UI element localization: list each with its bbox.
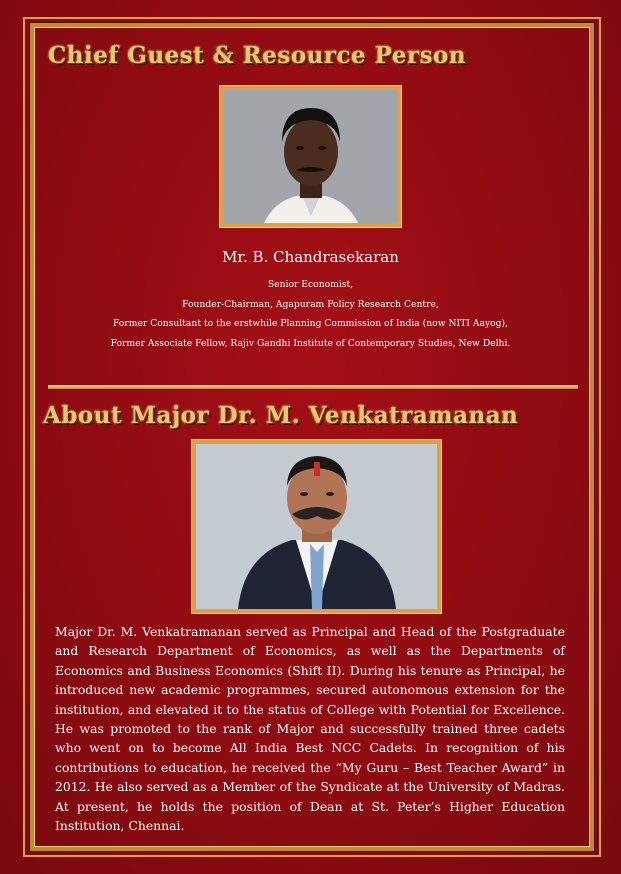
- chief-guest-photo: [220, 86, 401, 227]
- chief-guest-details: [0, 278, 621, 357]
- gold-divider: [48, 385, 578, 389]
- venkatramanan-photo: [192, 440, 441, 613]
- venkatramanan-bio: Major Dr. M. Venkatramanan served as Principal and Head of the Postgraduate and Research Department of Economics, as well as the Departments of Economics and Business Economics (Shift II). During his tenure as Principal, he introduced new academic programmes, secured autonomous extension for the institution, and elevated it to the status of College with Potential for Excellence. He was promoted to the rank of Major and successfully trained three cadets who went on to become All India Best NCC Cadets. In recognition of his contributions to education, he received the “My Guru – Best Teacher Award” in 2012. He also served as a Member of the Syndicate at the University of Madras. At present, he holds the position of Dean at St. Peter’s Higher Education Institution, Chennai.: [55, 624, 565, 834]
- chief-guest-detail-line: Former Associate Fellow, Rajiv Gandhi Institute of Contemporary Studies, New Delhi.: [110, 338, 511, 350]
- chief-guest-detail-line: Former Consultant to the erstwhile Planning Commission of India (now NITI Aayog),: [112, 318, 509, 330]
- chief-guest-detail-line: Senior Economist,: [267, 279, 354, 290]
- about-heading: About Major Dr. M. Venkatramanan: [43, 402, 519, 429]
- chief-guest-heading: Chief Guest & Resource Person: [48, 42, 467, 69]
- chief-guest-detail-line: Founder-Chairman, Agapuram Policy Research Centre,: [182, 298, 439, 310]
- chief-guest-name: Mr. B. Chandrasekaran: [222, 248, 399, 266]
